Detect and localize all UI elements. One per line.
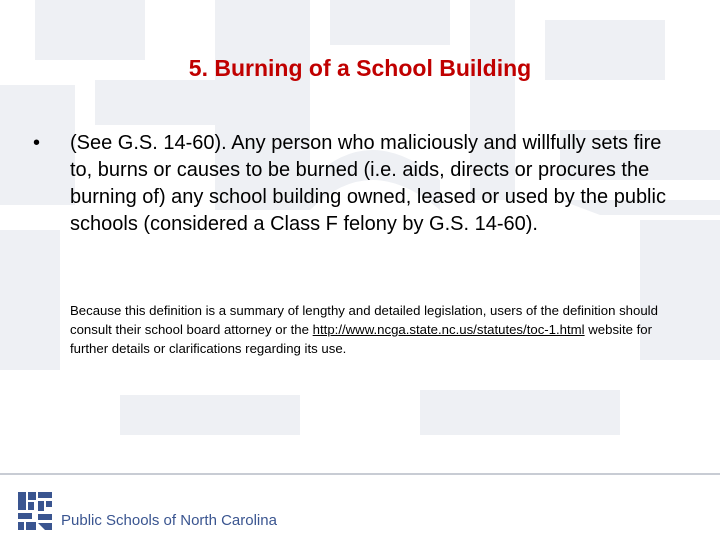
note-text-after-link: website for further details or clarifications regarding its use. (70, 322, 653, 356)
bullet-text: (See G.S. 14-60). Any person who maliciously and willfully sets fire to, burns or causes to be burned (i.e. aids, directs or procures the burning of) any school building owned, leased or used by the public schools (considered a Class F felony by G.S. 14-60). (70, 132, 666, 235)
public-schools-nc-logo-icon (18, 492, 52, 530)
disclaimer-note (70, 301, 680, 358)
bullet-item (33, 130, 683, 238)
note-text-before-link: Because this definition is a summary of lengthy and detailed legislation, users of the definition should consult their school board attorney or the (70, 303, 658, 337)
footer-divider (0, 473, 720, 475)
bullet-dot-icon: • (33, 132, 41, 154)
organization-name: Public Schools of North Carolina (61, 512, 277, 529)
slide-title: 5. Burning of a School Building (188, 55, 532, 81)
statutes-link[interactable]: http://www.ncga.state.nc.us/statutes/toc-1.html (312, 322, 585, 337)
